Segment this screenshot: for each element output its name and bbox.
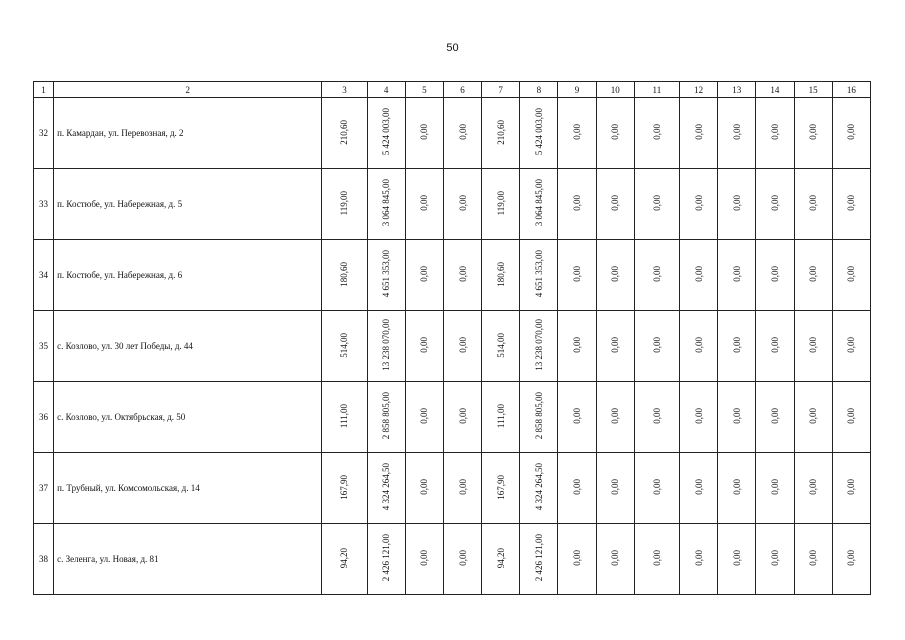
cell-value: 94,20 [495,547,506,569]
cell-value: 0,00 [419,479,430,495]
value-cell [832,169,870,240]
value-cell [718,382,756,453]
row-number-cell [34,169,54,240]
cell-value: 0,00 [769,408,780,424]
cell-value: 32 [39,128,49,138]
cell-value: 0,00 [731,337,742,353]
cell-value: 0,00 [610,408,621,424]
cell-value: 5 424 003,00 [381,108,392,156]
value-cell [322,169,367,240]
row-number-cell [34,98,54,169]
value-cell [405,169,443,240]
value-cell [596,524,634,595]
value-cell [756,382,794,453]
cell-value: 0,00 [808,408,819,424]
value-cell [634,382,679,453]
value-cell [794,98,832,169]
value-cell [756,169,794,240]
value-cell [558,453,596,524]
value-cell [405,311,443,382]
value-cell [679,524,717,595]
cell-value: 0,00 [457,124,468,140]
cell-value: 0,00 [457,337,468,353]
cell-value: 0,00 [808,479,819,495]
table-row [34,453,871,524]
address-cell [54,311,322,382]
cell-value: 38 [39,554,49,564]
row-number-cell [34,240,54,311]
cell-value: 0,00 [651,408,662,424]
value-cell [832,311,870,382]
value-cell [718,524,756,595]
value-cell [482,453,520,524]
value-cell [794,169,832,240]
cell-value: 36 [39,412,49,422]
cell-value: 0,00 [808,195,819,211]
value-cell [718,240,756,311]
cell-value: 3 064 845,00 [533,179,544,227]
value-cell [443,311,481,382]
header-cell: 15 [794,82,832,98]
header-cell: 5 [405,82,443,98]
value-cell [482,98,520,169]
table-row [34,382,871,453]
value-cell [558,311,596,382]
cell-value: 0,00 [731,266,742,282]
cell-value: 0,00 [610,195,621,211]
cell-value: 0,00 [457,266,468,282]
cell-value: 0,00 [693,266,704,282]
cell-value: 4 324 264,50 [533,463,544,511]
cell-value: 0,00 [769,550,780,566]
cell-value: 0,00 [457,479,468,495]
cell-value: 0,00 [419,266,430,282]
cell-value: 13 238 070,00 [381,319,392,371]
header-cell: 6 [443,82,481,98]
table-row [34,169,871,240]
cell-value: 0,00 [419,124,430,140]
value-cell [322,453,367,524]
row-number-cell [34,311,54,382]
value-cell [367,240,405,311]
cell-value: 0,00 [610,479,621,495]
cell-value: 210,60 [495,119,506,145]
value-cell [367,98,405,169]
value-cell [482,240,520,311]
value-cell [558,240,596,311]
cell-value: 94,20 [339,547,350,569]
header-cell: 10 [596,82,634,98]
row-number-cell [34,382,54,453]
value-cell [482,524,520,595]
cell-value: 0,00 [610,337,621,353]
value-cell [367,524,405,595]
value-cell [596,98,634,169]
value-cell [482,169,520,240]
value-cell [443,240,481,311]
value-cell [367,311,405,382]
header-cell: 14 [756,82,794,98]
address-text: п. Костюбе, ул. Набережная, д. 5 [57,199,183,209]
cell-value: 167,90 [495,474,506,500]
cell-value: 0,00 [572,266,583,282]
cell-value: 0,00 [731,124,742,140]
cell-value: 0,00 [846,479,857,495]
value-cell [405,453,443,524]
cell-value: 33 [39,199,49,209]
value-cell [832,382,870,453]
cell-value: 167,90 [339,474,350,500]
value-cell [322,311,367,382]
value-cell [634,524,679,595]
cell-value: 0,00 [731,550,742,566]
value-cell [367,382,405,453]
cell-value: 0,00 [572,408,583,424]
cell-value: 180,60 [495,261,506,287]
header-cell: 11 [634,82,679,98]
value-cell [520,169,558,240]
value-cell [443,453,481,524]
address-cell [54,240,322,311]
cell-value: 0,00 [572,337,583,353]
header-cell: 16 [832,82,870,98]
value-cell [794,453,832,524]
cell-value: 0,00 [419,337,430,353]
address-cell [54,524,322,595]
value-cell [634,311,679,382]
page-number: 50 [446,42,459,54]
cell-value: 0,00 [419,408,430,424]
row-number-cell [34,524,54,595]
header-cell: 13 [718,82,756,98]
cell-value: 210,60 [339,119,350,145]
row-number-cell [34,453,54,524]
cell-value: 0,00 [769,337,780,353]
cell-value: 0,00 [731,408,742,424]
cell-value: 0,00 [457,195,468,211]
cell-value: 0,00 [610,124,621,140]
value-cell [322,98,367,169]
cell-value: 3 064 845,00 [381,179,392,227]
cell-value: 0,00 [572,550,583,566]
address-text: с. Козлово, ул. 30 лет Победы, д. 44 [57,341,193,351]
value-cell [794,311,832,382]
cell-value: 35 [39,341,49,351]
value-cell [558,524,596,595]
table-row [34,524,871,595]
value-cell [634,169,679,240]
cell-value: 13 238 070,00 [533,319,544,371]
cell-value: 0,00 [651,124,662,140]
address-text: п. Камардан, ул. Перевозная, д. 2 [57,128,184,138]
cell-value: 0,00 [651,550,662,566]
value-cell [756,524,794,595]
cell-value: 0,00 [769,479,780,495]
value-cell [520,98,558,169]
value-cell [679,98,717,169]
cell-value: 0,00 [846,408,857,424]
value-cell [520,382,558,453]
cell-value: 2 426 121,00 [533,534,544,582]
value-cell [482,382,520,453]
value-cell [443,98,481,169]
value-cell [718,98,756,169]
value-cell [794,382,832,453]
value-cell [367,453,405,524]
cell-value: 0,00 [693,408,704,424]
value-cell [443,524,481,595]
header-cell: 12 [679,82,717,98]
cell-value: 0,00 [846,266,857,282]
cell-value: 2 426 121,00 [381,534,392,582]
table-row [34,240,871,311]
value-cell [679,382,717,453]
cell-value: 0,00 [457,550,468,566]
value-cell [520,311,558,382]
cell-value: 0,00 [610,266,621,282]
cell-value: 0,00 [419,195,430,211]
value-cell [596,453,634,524]
value-cell [405,382,443,453]
cell-value: 0,00 [572,479,583,495]
value-cell [405,524,443,595]
cell-value: 0,00 [572,195,583,211]
cell-value: 180,60 [339,261,350,287]
cell-value: 514,00 [339,332,350,358]
data-table [33,81,871,595]
cell-value: 0,00 [846,195,857,211]
cell-value: 0,00 [419,550,430,566]
cell-value: 0,00 [651,479,662,495]
value-cell [832,98,870,169]
address-cell [54,98,322,169]
cell-value: 34 [39,270,49,280]
header-row [34,82,871,98]
table-row [34,98,871,169]
value-cell [520,453,558,524]
value-cell [832,453,870,524]
value-cell [679,240,717,311]
header-cell: 2 [54,82,322,98]
cell-value: 0,00 [808,550,819,566]
cell-value: 5 424 003,00 [533,108,544,156]
cell-value: 0,00 [846,337,857,353]
cell-value: 4 651 353,00 [381,250,392,298]
address-cell [54,453,322,524]
cell-value: 0,00 [769,124,780,140]
header-cell: 8 [520,82,558,98]
cell-value: 37 [39,483,49,493]
cell-value: 2 858 805,00 [381,392,392,440]
value-cell [634,98,679,169]
address-cell [54,169,322,240]
cell-value: 111,00 [495,403,506,429]
value-cell [718,311,756,382]
cell-value: 0,00 [846,124,857,140]
value-cell [482,311,520,382]
value-cell [596,169,634,240]
value-cell [718,453,756,524]
cell-value: 0,00 [731,195,742,211]
header-cell: 3 [322,82,367,98]
cell-value: 2 858 805,00 [533,392,544,440]
value-cell [322,240,367,311]
cell-value: 514,00 [495,332,506,358]
value-cell [756,311,794,382]
value-cell [405,98,443,169]
cell-value: 0,00 [846,550,857,566]
value-cell [596,311,634,382]
cell-value: 0,00 [693,337,704,353]
value-cell [322,382,367,453]
cell-value: 0,00 [808,337,819,353]
value-cell [756,98,794,169]
cell-value: 0,00 [457,408,468,424]
value-cell [558,169,596,240]
cell-value: 4 651 353,00 [533,250,544,298]
value-cell [832,240,870,311]
cell-value: 0,00 [693,124,704,140]
value-cell [634,453,679,524]
address-text: п. Трубный, ул. Комсомольская, д. 14 [57,483,200,493]
value-cell [443,382,481,453]
value-cell [756,240,794,311]
value-cell [832,524,870,595]
cell-value: 0,00 [808,266,819,282]
cell-value: 0,00 [731,479,742,495]
cell-value: 4 324 264,50 [381,463,392,511]
cell-value: 0,00 [651,195,662,211]
cell-value: 0,00 [808,124,819,140]
value-cell [558,98,596,169]
value-cell [596,240,634,311]
cell-value: 0,00 [651,266,662,282]
address-cell [54,382,322,453]
value-cell [794,524,832,595]
address-text: п. Костюбе, ул. Набережная, д. 6 [57,270,183,280]
address-text: с. Зеленга, ул. Новая, д. 81 [57,554,159,564]
header-cell: 7 [482,82,520,98]
value-cell [520,524,558,595]
cell-value: 119,00 [339,190,350,216]
value-cell [679,311,717,382]
table-row [34,311,871,382]
cell-value: 0,00 [610,550,621,566]
cell-value: 0,00 [693,479,704,495]
cell-value: 0,00 [769,266,780,282]
header-cell: 1 [34,82,54,98]
cell-value: 0,00 [693,195,704,211]
value-cell [367,169,405,240]
cell-value: 0,00 [769,195,780,211]
value-cell [558,382,596,453]
value-cell [634,240,679,311]
value-cell [520,240,558,311]
cell-value: 0,00 [651,337,662,353]
address-text: с. Козлово, ул. Октябрьская, д. 50 [57,412,186,422]
value-cell [596,382,634,453]
value-cell [679,169,717,240]
cell-value: 119,00 [495,190,506,216]
value-cell [405,240,443,311]
header-cell: 4 [367,82,405,98]
cell-value: 0,00 [693,550,704,566]
value-cell [756,453,794,524]
cell-value: 0,00 [572,124,583,140]
value-cell [679,453,717,524]
header-cell: 9 [558,82,596,98]
value-cell [443,169,481,240]
value-cell [322,524,367,595]
value-cell [794,240,832,311]
value-cell [718,169,756,240]
cell-value: 111,00 [339,403,350,429]
